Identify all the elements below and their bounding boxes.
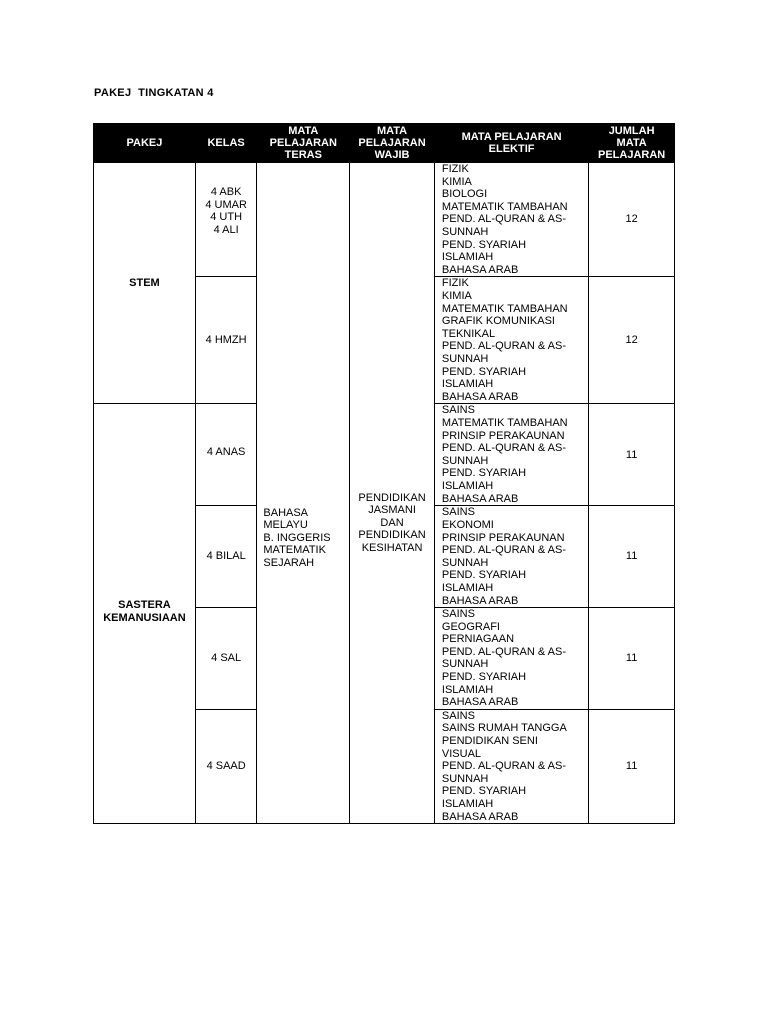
package-name-line: KEMANUSIAAN [103, 611, 186, 624]
elektif-subject: PEND. AL-QURAN & AS- [441, 645, 566, 658]
header-jumlah-line: JUMLAH [608, 125, 655, 137]
package-table [93, 123, 675, 824]
kelas-name: 4 HMZH [205, 334, 247, 347]
wajib-subject: JASMANI [368, 504, 416, 517]
elektif-subject: SUNNAH [441, 454, 489, 467]
elektif-subject: TEKNIKAL [441, 327, 496, 340]
elektif-subject: PEND. SYARIAH [441, 365, 527, 378]
kelas-name: 4 SAAD [206, 760, 246, 773]
elektif-subject: PEND. SYARIAH [441, 569, 527, 582]
elektif-cell [434, 404, 588, 506]
kelas-cell [195, 404, 257, 506]
header-teras-line: MATA [288, 125, 319, 137]
elektif-subject: PERNIAGAAN [441, 633, 515, 646]
wajib-cell [350, 163, 435, 824]
header-wajib-line: MATA [376, 125, 408, 137]
elektif-subject: FIZIK [441, 277, 469, 290]
header-jumlah [589, 124, 675, 163]
elektif-subject: EKONOMI [441, 518, 494, 531]
elektif-subject: BAHASA ARAB [441, 390, 519, 403]
elektif-subject: PEND. SYARIAH [441, 467, 527, 480]
elektif-subject: PEND. AL-QURAN & AS- [441, 340, 566, 353]
elektif-subject: GEOGRAFI [441, 620, 500, 633]
kelas-cell [195, 277, 257, 404]
header-elektif-line: ELEKTIF [488, 143, 535, 155]
elektif-subject: PRINSIP PERAKAUNAN [441, 531, 565, 544]
header-teras-line: PELAJARAN [269, 137, 337, 149]
teras-subject: MELAYU [263, 519, 308, 532]
header-elektif [434, 124, 588, 163]
header-kelas: KELAS [195, 124, 257, 163]
elektif-subject: SUNNAH [441, 556, 489, 569]
elektif-subject: PEND. AL-QURAN & AS- [441, 213, 566, 226]
elektif-subject: ISLAMIAH [441, 683, 494, 696]
elektif-subject: KIMIA [441, 289, 472, 302]
kelas-cell [195, 608, 257, 710]
elektif-subject: MATEMATIK TAMBAHAN [441, 416, 568, 429]
kelas-name: 4 ABK [210, 186, 242, 198]
elektif-subject: MATEMATIK TAMBAHAN [441, 302, 568, 315]
jumlah-cell: 11 [589, 506, 675, 608]
elektif-subject: MATEMATIK TAMBAHAN [441, 200, 568, 213]
elektif-subject: BAHASA ARAB [441, 696, 519, 709]
jumlah-cell: 11 [589, 404, 675, 506]
header-jumlah-line: PELAJARAN [598, 149, 666, 161]
elektif-cell [434, 277, 588, 404]
kelas-cell [195, 506, 257, 608]
header-teras [257, 124, 350, 163]
elektif-cell [434, 163, 588, 277]
elektif-subject: PEND. SYARIAH [441, 671, 527, 684]
elektif-subject: SAINS [441, 506, 475, 519]
elektif-subject: PRINSIP PERAKAUNAN [441, 429, 565, 442]
elektif-subject: BAHASA ARAB [441, 263, 519, 276]
elektif-subject: SAINS [441, 608, 475, 621]
header-teras-line: TERAS [284, 149, 322, 161]
wajib-subject: KESIHATAN [361, 541, 423, 554]
elektif-subject: PEND. AL-QURAN & AS- [441, 442, 566, 455]
page-title: PAKEJ TINGKATAN 4 [94, 87, 214, 99]
wajib-subject: DAN [380, 516, 404, 529]
elektif-subject: PEND. SYARIAH [441, 785, 527, 798]
elektif-subject: KIMIA [441, 175, 472, 188]
kelas-name: 4 SAL [211, 652, 242, 665]
elektif-cell [434, 506, 588, 608]
elektif-subject: PEND. AL-QURAN & AS- [441, 760, 566, 773]
elektif-subject: SUNNAH [441, 352, 489, 365]
jumlah-cell: 11 [589, 608, 675, 710]
kelas-cell [195, 163, 257, 277]
elektif-subject: SUNNAH [441, 772, 489, 785]
teras-subject: BAHASA [263, 506, 309, 519]
elektif-cell [434, 709, 588, 823]
table-row [94, 163, 675, 277]
wajib-subject: PENDIDIKAN [358, 529, 426, 542]
elektif-subject: PENDIDIKAN SENI [441, 735, 538, 748]
elektif-subject: BAHASA ARAB [441, 492, 519, 505]
elektif-subject: BAHASA ARAB [441, 810, 519, 823]
header-wajib [350, 124, 435, 163]
package-sastera [94, 404, 196, 824]
header-row [94, 124, 675, 163]
elektif-subject: PEND. SYARIAH [441, 238, 527, 251]
jumlah-cell: 11 [589, 709, 675, 823]
kelas-name: 4 UTH [210, 211, 243, 224]
kelas-name: 4 UMAR [205, 198, 247, 211]
elektif-subject: FIZIK [441, 163, 469, 175]
jumlah-cell: 12 [589, 163, 675, 277]
header-jumlah-line: MATA [616, 137, 647, 149]
kelas-name: 4 ANAS [206, 446, 246, 459]
elektif-subject: ISLAMIAH [441, 479, 494, 492]
elektif-subject: SUNNAH [441, 658, 489, 671]
elektif-subject: ISLAMIAH [441, 798, 494, 810]
jumlah-cell: 12 [589, 277, 675, 404]
header-pakej: PAKEJ [94, 124, 196, 163]
teras-subject: SEJARAH [263, 556, 315, 569]
elektif-subject: SAINS [441, 709, 475, 722]
package-name-line: SASTERA [118, 599, 171, 612]
header-wajib-line: PELAJARAN [358, 137, 426, 149]
elektif-subject: BAHASA ARAB [441, 594, 519, 607]
elektif-subject: SUNNAH [441, 225, 489, 238]
header-elektif-line: MATA PELAJARAN [461, 131, 562, 143]
kelas-cell [195, 709, 257, 823]
teras-cell [257, 163, 350, 824]
elektif-subject: SAINS RUMAH TANGGA [441, 722, 567, 735]
package-stem [94, 163, 196, 404]
elektif-subject: SAINS [441, 404, 475, 417]
elektif-cell [434, 608, 588, 710]
teras-subject: MATEMATIK [263, 544, 326, 557]
elektif-subject: BIOLOGI [441, 188, 488, 201]
elektif-subject: PEND. AL-QURAN & AS- [441, 544, 566, 557]
package-name-line: STEM [129, 276, 160, 289]
elektif-subject: ISLAMIAH [441, 378, 494, 391]
kelas-name: 4 BILAL [206, 550, 246, 563]
wajib-subject: PENDIDIKAN [358, 491, 426, 504]
elektif-subject: GRAFIK KOMUNIKASI [441, 315, 555, 328]
elektif-subject: VISUAL [441, 747, 482, 760]
kelas-name: 4 ALI [213, 223, 239, 236]
header-wajib-line: WAJIB [374, 149, 410, 161]
teras-subject: B. INGGERIS [263, 531, 331, 544]
elektif-subject: ISLAMIAH [441, 581, 494, 594]
elektif-subject: ISLAMIAH [441, 251, 494, 264]
